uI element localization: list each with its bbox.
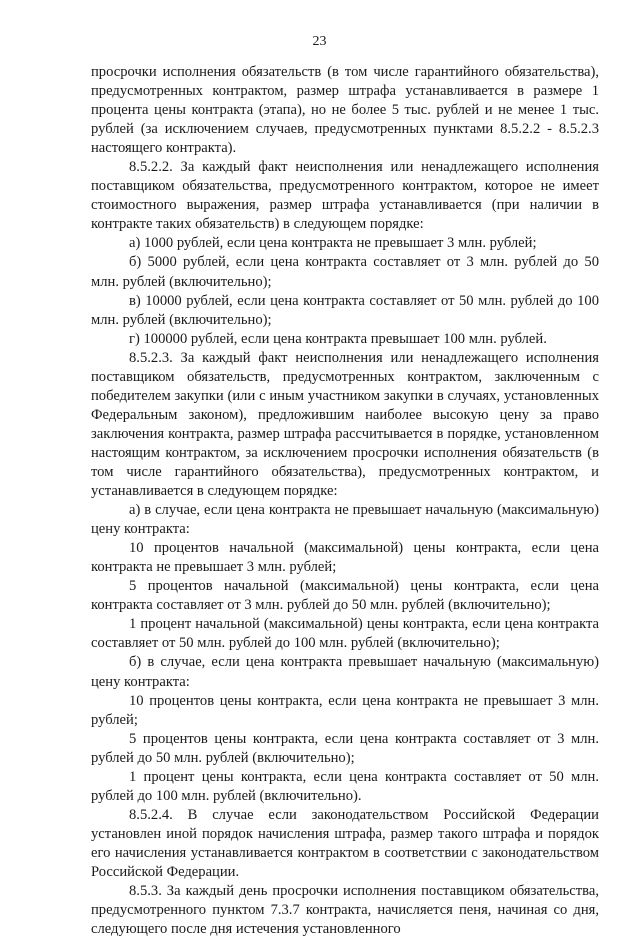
page-number: 23	[312, 34, 327, 49]
document-body	[91, 63, 599, 939]
paragraph: 5 процентов цены контракта, если цена контракта составляет от 3 млн. рублей до 50 млн. рублей (включительно);	[91, 730, 599, 766]
paragraph: б) в случае, если цена контракта превышает начальную (максимальную) цену контракта:	[91, 654, 599, 690]
paragraph: 10 процентов цены контракта, если цена контракта не превышает 3 млн. рублей;	[91, 692, 599, 728]
paragraph: 8.5.2.3. За каждый факт неисполнения или ненадлежащего исполнения поставщиком обязательств, предусмотренных контрактом, заключенным с победителем закупки (или с иным участником закупки в случаях, установленных Федеральным законом), предложившим наиболее высокую цену за право заключения контракта, размер штрафа рассчитывается в порядке, установленном настоящим контрактом, за исключением просрочки исполнения обязательств (в том числе гарантийного обязательства), предусмотренных контрактом, и устанавливается в следующем порядке:	[91, 349, 599, 500]
paragraph: 1 процент начальной (максимальной) цены контракта, если цена контракта составляет от 50 млн. рублей до 100 млн. рублей (включительно);	[91, 616, 599, 652]
paragraph: 1 процент цены контракта, если цена контракта составляет от 50 млн. рублей до 100 млн. рублей (включительно).	[91, 768, 599, 804]
paragraph: 8.5.2.4. В случае если законодательством Российской Федерации установлен иной порядок начисления штрафа, размер такого штрафа и порядок его начисления устанавливается контрактом в соответствии с законодательством Российской Федерации.	[91, 806, 599, 880]
paragraph: просрочки исполнения обязательств (в том числе гарантийного обязательства), предусмотренных контрактом, размер штрафа устанавливается в размере 1 процента цены контракта (этапа), но не более 5 тыс. рублей и не менее 1 тыс. рублей (за исключением случаев, предусмотренных пунктами 8.5.2.2 - 8.5.2.3 настоящего контракта).	[91, 64, 599, 157]
paragraph: а) 1000 рублей, если цена контракта не превышает 3 млн. рублей;	[129, 235, 537, 252]
paragraph: 5 процентов начальной (максимальной) цены контракта, если цена контракта составляет от 3 млн. рублей до 50 млн. рублей (включительно);	[91, 578, 599, 614]
paragraph: 8.5.3. За каждый день просрочки исполнения поставщиком обязательства, предусмотренного пунктом 7.3.7 контракта, начисляется пеня, начиная со дня, следующего после дня истечения установленного	[91, 883, 599, 938]
paragraph: 8.5.2.2. За каждый факт неисполнения или ненадлежащего исполнения поставщиком обязательства, предусмотренного контрактом, которое не имеет стоимостного выражения, размер штрафа устанавливается (при наличии в контракте таких обязательств) в следующем порядке:	[91, 159, 599, 233]
paragraph: в) 10000 рублей, если цена контракта составляет от 50 млн. рублей до 100 млн. рублей (включительно);	[91, 292, 599, 328]
paragraph: б) 5000 рублей, если цена контракта составляет от 3 млн. рублей до 50 млн. рублей (включительно);	[91, 254, 599, 290]
paragraph: г) 100000 рублей, если цена контракта превышает 100 млн. рублей.	[129, 330, 547, 347]
paragraph: а) в случае, если цена контракта не превышает начальную (максимальную) цену контракта:	[91, 502, 599, 538]
paragraph: 10 процентов начальной (максимальной) цены контракта, если цена контракта не превышает 3 млн. рублей;	[91, 540, 599, 576]
